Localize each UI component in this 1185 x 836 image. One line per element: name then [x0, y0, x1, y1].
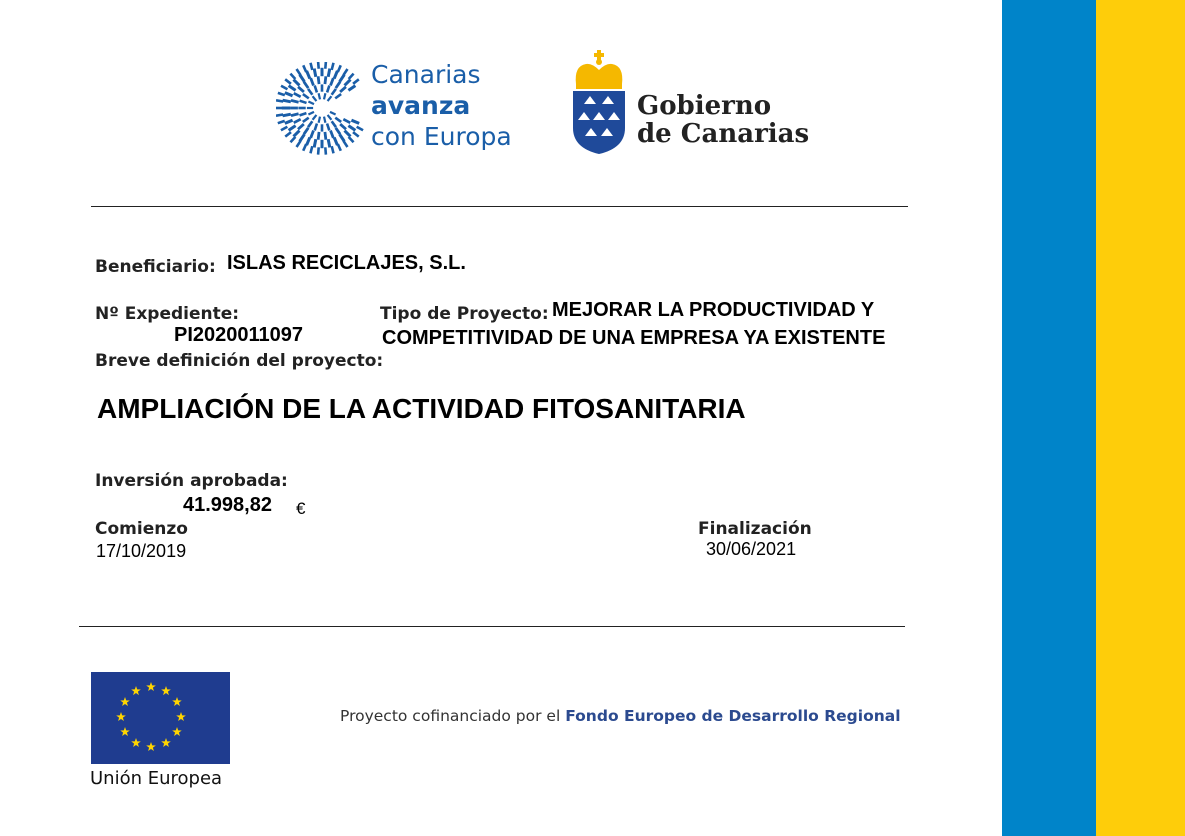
cofinanciado-text: [340, 707, 901, 725]
sunburst-dash: [308, 111, 315, 116]
sunburst-dash: [288, 84, 297, 91]
sunburst-dash: [308, 100, 315, 105]
sunburst-dash: [330, 62, 334, 70]
canarias-logo-line2: avanza: [371, 91, 471, 120]
tipo-proyecto-value-line1: MEJORAR LA PRODUCTIVIDAD Y: [552, 299, 875, 321]
sunburst-dash: [348, 124, 357, 131]
sunburst-dash: [321, 140, 324, 148]
sunburst-dash: [342, 140, 348, 148]
sunburst-dash: [343, 129, 351, 137]
top-divider: [91, 206, 908, 207]
sunburst-dash: [313, 85, 318, 93]
gobierno-logo-line1: Gobierno: [637, 91, 772, 121]
sunburst-dash: [318, 116, 322, 123]
sunburst-dash: [337, 144, 342, 152]
sunburst-dash: [324, 62, 327, 69]
sunburst-dash: [276, 107, 283, 110]
sunburst-dash: [329, 78, 334, 86]
sunburst-dash: [313, 123, 318, 131]
sunburst-dash: [313, 139, 318, 148]
tipo-proyecto-value-line2: COMPETITIVIDAD DE UNA EMPRESA YA EXISTENTE: [382, 327, 886, 349]
sunburst-dash: [348, 136, 355, 143]
inversion-label: Inversión aprobada:: [95, 471, 288, 491]
sunburst-dash: [343, 78, 351, 86]
sunburst-dash: [342, 68, 348, 76]
comienzo-value: 17/10/2019: [96, 541, 187, 561]
sunburst-dash: [339, 123, 347, 130]
inversion-value: 41.998,82: [183, 494, 272, 516]
definicion-value: AMPLIACIÓN DE LA ACTIVIDAD FITOSANITARIA: [97, 393, 746, 424]
sunburst-dash: [307, 88, 313, 95]
sunburst-dash: [352, 131, 359, 138]
sunburst-dash: [302, 117, 309, 123]
sunburst-dash: [298, 107, 305, 110]
sunburst-dash: [290, 136, 297, 143]
sunburst-dash: [351, 119, 360, 125]
sunburst-dash: [280, 126, 288, 132]
sunburst-dash: [326, 85, 331, 93]
sunburst-dash: [309, 62, 313, 70]
sunburst-dash: [317, 132, 321, 140]
sunburst-dash: [295, 68, 301, 76]
sunburst-dash: [303, 81, 310, 89]
sunburst-dash: [313, 68, 318, 77]
sunburst-dash: [292, 78, 300, 86]
sunburst-dash: [309, 130, 314, 138]
sunburst-dash: [330, 146, 334, 154]
sunburst-dash: [318, 93, 322, 100]
blue-stripe: [1002, 0, 1096, 836]
finalizacion-label: Finalización: [698, 519, 812, 539]
beneficiario-label: Beneficiario:: [95, 257, 216, 277]
eu-flag-icon: [91, 672, 230, 764]
inversion-currency: €: [296, 499, 306, 518]
sunburst-dash: [299, 99, 307, 104]
tipo-proyecto-label: Tipo de Proyecto:: [380, 304, 549, 324]
sunburst-dash: [321, 68, 324, 76]
sunburst-dash: [293, 118, 301, 124]
finalizacion-value: 30/06/2021: [706, 539, 797, 559]
sunburst-dash: [276, 113, 283, 117]
sunburst-dash: [291, 99, 299, 104]
sunburst-dash: [335, 117, 342, 123]
sunburst-dash: [330, 111, 337, 116]
sunburst-dash: [356, 126, 364, 132]
sunburst-dash: [327, 139, 332, 148]
sunburst-dash: [337, 65, 342, 73]
sunburst-dash: [284, 119, 293, 125]
sunburst-dash: [317, 147, 320, 154]
sunburst-dash: [321, 124, 324, 131]
sunburst-dash: [282, 99, 291, 104]
sunburst-dash: [303, 127, 310, 135]
sunburst-dash: [291, 112, 299, 117]
sunburst-dash: [334, 93, 341, 99]
sunburst-dash: [302, 93, 309, 99]
canarias-logo-line1: Canarias: [371, 60, 481, 89]
sunburst-dash: [323, 116, 327, 123]
gobierno-logo-line2: de Canarias: [637, 119, 810, 149]
sunburst-dash: [327, 95, 333, 101]
sunburst-dash: [324, 147, 327, 154]
sunburst-dash: [302, 144, 307, 152]
sunburst-dash: [321, 84, 324, 91]
sunburst-dash: [302, 65, 307, 73]
bottom-divider: [79, 626, 905, 627]
comienzo-label: Comienzo: [95, 519, 188, 539]
sunburst-dash: [292, 129, 300, 137]
sunburst-dash: [326, 123, 331, 131]
sunburst-dash: [276, 99, 283, 103]
sunburst-dash: [290, 107, 298, 110]
sunburst-dash: [348, 73, 355, 80]
sunburst-dash: [277, 120, 285, 125]
sunburst-icon: [276, 62, 366, 157]
sunburst-dash: [324, 132, 328, 140]
sunburst-dash: [284, 91, 293, 97]
sunburst-dash: [309, 146, 313, 154]
sunburst-dash: [329, 130, 334, 138]
sunburst-dash: [284, 131, 291, 138]
sunburst-dash: [280, 85, 288, 91]
beneficiario-value: ISLAS RECICLAJES, S.L.: [227, 252, 466, 274]
eu-caption: Unión Europea: [90, 768, 223, 789]
sunburst-dash: [331, 88, 337, 95]
sunburst-dash: [352, 78, 359, 85]
expediente-label: Nº Expediente:: [95, 304, 240, 324]
sunburst-dash: [317, 76, 321, 84]
sunburst-dash: [288, 124, 297, 131]
sunburst-dash: [297, 123, 305, 130]
sunburst-dash: [299, 112, 307, 117]
sunburst-dash: [282, 107, 290, 110]
sunburst-dash: [331, 121, 337, 128]
sunburst-dash: [343, 118, 351, 124]
sunburst-dash: [307, 121, 313, 128]
yellow-stripe: [1096, 0, 1185, 836]
sunburst-dash: [324, 76, 328, 84]
sunburst-dash: [309, 78, 314, 86]
sunburst-dash: [293, 92, 301, 98]
canarias-logo-line3: con Europa: [371, 122, 512, 151]
sunburst-dash: [307, 107, 313, 109]
sunburst-dash: [335, 81, 342, 89]
sunburst-dash: [284, 78, 291, 85]
coat-of-arms-icon: [570, 48, 628, 156]
fondo-europeo-name: Fondo Europeo de Desarrollo Regional: [565, 707, 901, 725]
sunburst-dash: [312, 95, 318, 101]
sunburst-dash: [297, 86, 305, 93]
definicion-label: Breve definición del proyecto:: [95, 351, 384, 371]
canarias-avanza-logo: [276, 62, 526, 157]
sunburst-dash: [312, 114, 318, 120]
sunburst-dash: [339, 86, 347, 93]
sunburst-dash: [348, 84, 357, 91]
sunburst-dash: [323, 93, 327, 100]
sunburst-dash: [277, 92, 285, 97]
sunburst-dash: [317, 62, 320, 69]
sunburst-dash: [289, 73, 296, 80]
sunburst-dash: [282, 113, 291, 118]
cofinanciado-prefix: Proyecto cofinanciado por el: [340, 707, 561, 725]
sunburst-dash: [327, 114, 333, 120]
sunburst-dash: [335, 127, 342, 135]
expediente-value: PI2020011097: [174, 324, 304, 346]
gobierno-canarias-logo: [570, 48, 810, 158]
sunburst-dash: [295, 140, 301, 148]
